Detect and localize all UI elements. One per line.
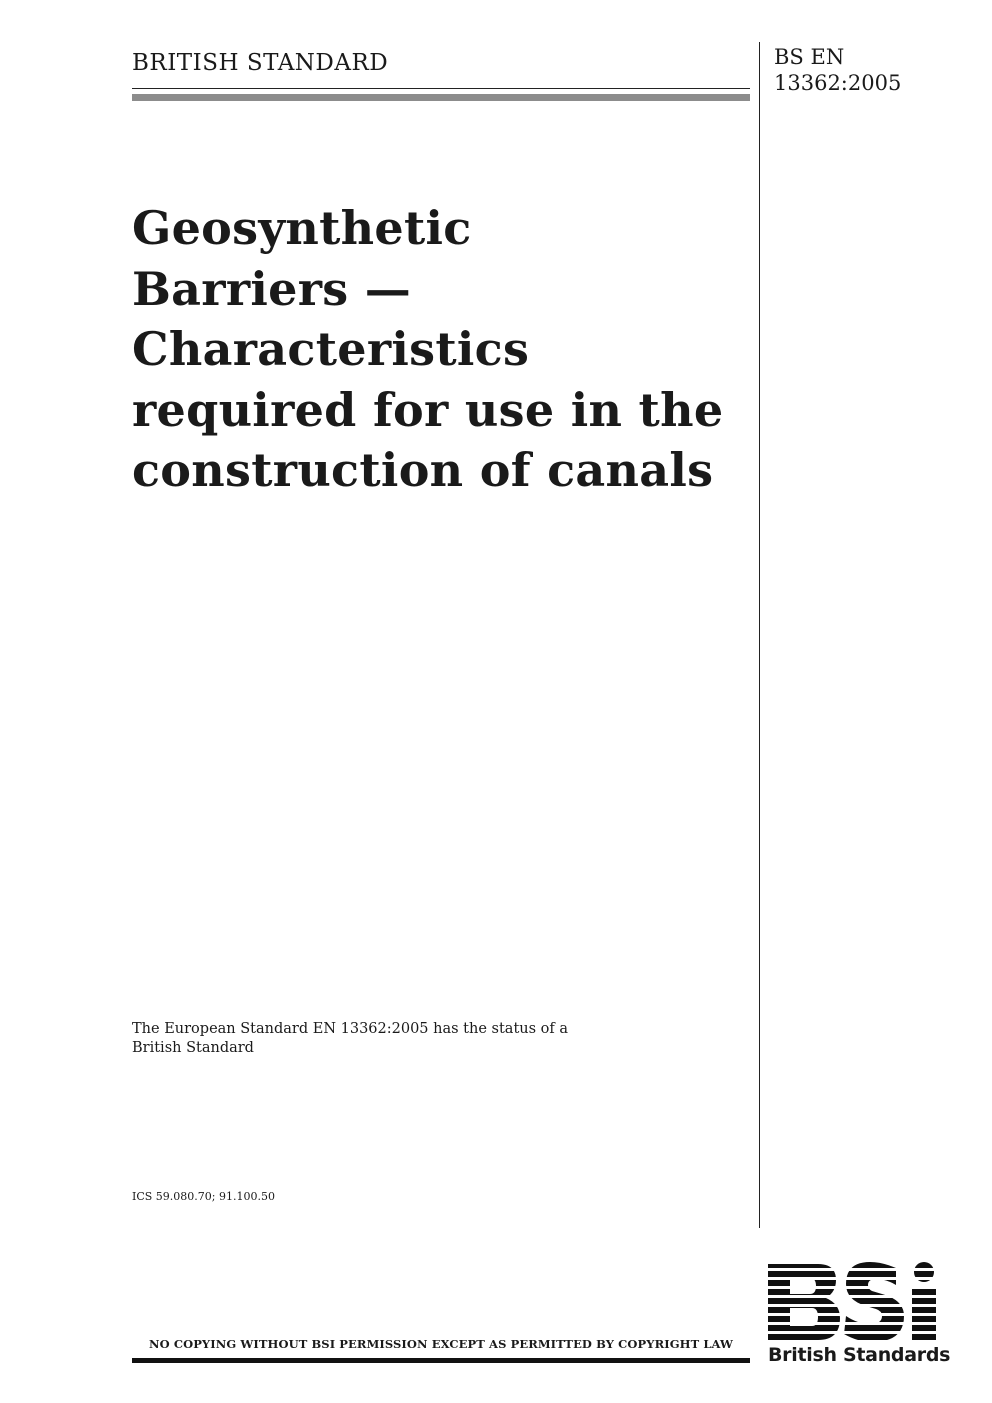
standard-number-line1: BS EN — [774, 45, 845, 69]
ics-codes: ICS 59.080.70; 91.100.50 — [132, 1190, 275, 1203]
copyright-notice: NO COPYING WITHOUT BSI PERMISSION EXCEPT AS PERMITTED BY COPYRIGHT LAW — [148, 1337, 734, 1351]
standard-number — [774, 44, 901, 96]
document-title — [132, 198, 752, 501]
title-line: Barriers — — [132, 261, 412, 316]
bsi-tagline: British Standards — [768, 1344, 951, 1366]
status-note — [132, 1020, 568, 1058]
standard-number-line2: 13362:2005 — [774, 71, 902, 95]
header-rule-thick — [132, 94, 750, 101]
footer-rule — [132, 1358, 750, 1363]
title-line: construction of canals — [132, 443, 714, 497]
title-line: Geosynthetic — [132, 201, 472, 255]
status-note-line2: British Standard — [132, 1040, 254, 1056]
vertical-divider — [759, 42, 760, 1228]
status-note-line1: The European Standard EN 13362:2005 has the status of a — [132, 1021, 569, 1037]
title-line: required for use in the — [132, 382, 724, 437]
title-line: Characteristics — [132, 322, 530, 376]
header-rule-thin — [132, 88, 750, 89]
header-label: BRITISH STANDARD — [132, 50, 389, 76]
